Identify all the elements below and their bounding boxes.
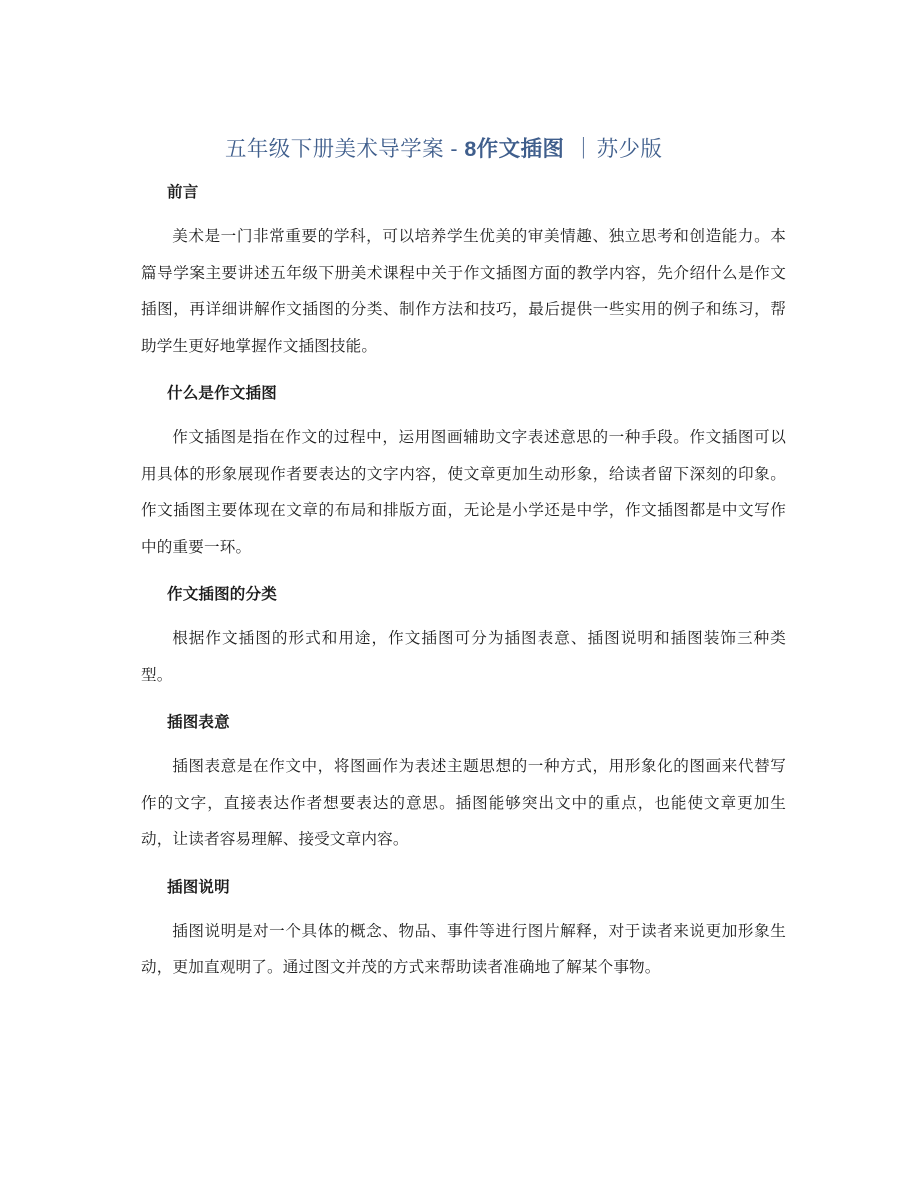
page-title-separator: ｜ — [566, 137, 595, 161]
section-preface — [141, 182, 786, 365]
spacer — [141, 204, 786, 219]
spacer — [141, 405, 786, 420]
section-what-is-illustration — [141, 383, 786, 566]
section-paragraph: 根据作文插图的形式和用途，作文插图可分为插图表意、插图说明和插图装饰三种类型。 — [141, 630, 786, 684]
section-paragraph: 插图表意是在作文中，将图画作为表述主题思想的一种方式，用形象化的图画来代替写作的文字，直接表达作者想要表达的意思。插图能够突出文中的重点，也能使文章更加生动，让读者容易理解、接受文章内容。 — [141, 758, 786, 848]
spacer — [141, 734, 786, 749]
spacer — [141, 899, 786, 914]
section-expressive-illustration — [141, 712, 786, 859]
page-title-lesson: 8作文插图 — [464, 137, 565, 161]
spacer — [141, 859, 786, 877]
section-paragraph: 插图说明是对一个具体的概念、物品、事件等进行图片解释，对于读者来说更加形象生动，更加直观明了。通过图文并茂的方式来帮助读者准确地了解某个事物。 — [141, 922, 786, 976]
spacer — [141, 694, 786, 712]
section-heading: 插图表意 — [167, 714, 230, 731]
spacer — [141, 606, 786, 621]
section-paragraph: 美术是一门非常重要的学科，可以培养学生优美的审美情趣、独立思考和创造能力。本篇导学案主要讲述五年级下册美术课程中关于作文插图方面的教学内容，先介绍什么是作文插图，再详细讲解作文插图的分类、制作方法和技巧，最后提供一些实用的例子和练习，帮助学生更好地掌握作文插图技能。 — [141, 228, 786, 355]
spacer — [141, 365, 786, 383]
section-heading: 作文插图的分类 — [167, 586, 277, 603]
section-heading: 插图说明 — [167, 878, 230, 896]
section-heading: 什么是作文插图 — [167, 385, 277, 402]
page-title — [141, 132, 786, 166]
page-title-prefix: 五年级下册美术导学案 - — [225, 137, 465, 161]
page-title-publisher: 苏少版 — [596, 137, 663, 161]
spacer — [141, 566, 786, 584]
section-explanatory-illustration — [141, 877, 786, 987]
section-classification — [141, 584, 786, 694]
section-paragraph: 作文插图是指在作文的过程中，运用图画辅助文字表述意思的一种手段。作文插图可以用具体的形象展现作者要表达的文字内容，使文章更加生动形象，给读者留下深刻的印象。作文插图主要体现在文章的布局和排版方面，无论是小学还是中学，作文插图都是中文写作中的重要一环。 — [141, 429, 786, 556]
section-heading: 前言 — [167, 184, 199, 201]
document-content — [141, 132, 786, 987]
